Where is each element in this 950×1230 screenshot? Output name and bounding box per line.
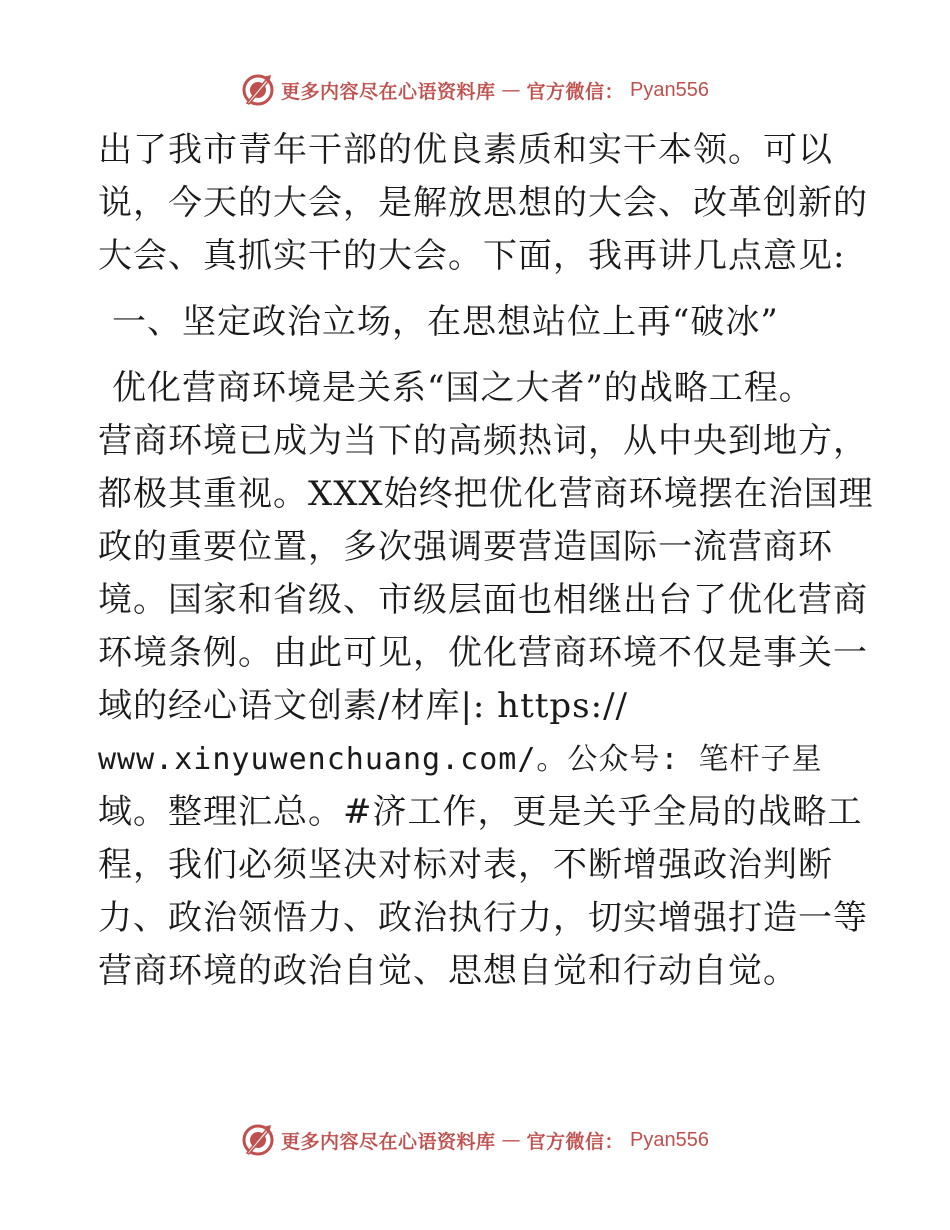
- paragraph-line: 域的经心语文创素/材库|: https://: [98, 686, 628, 726]
- header-banner: [0, 70, 950, 110]
- intro-line: 大会、真抓实干的大会。下面，我再讲几点意见:: [98, 236, 846, 276]
- footer-wechat-id: Pyan556: [630, 1128, 709, 1151]
- paragraph-line: 程，我们必须坚决对标对表，不断增强政治判断: [98, 845, 833, 885]
- intro-line: 说，今天的大会，是解放思想的大会、改革创新的: [98, 183, 868, 223]
- paragraph-line: 境。国家和省级、市级层面也相继出台了优化营商: [98, 580, 868, 620]
- paragraph-line: 营商环境已成为当下的高频热词，从中央到地方，: [98, 421, 868, 461]
- section-heading: 一、坚定政治立场，在思想站位上再“破冰”: [112, 302, 779, 342]
- quill-pen-logo-icon: [241, 73, 275, 107]
- footer-wechat-label: 官方微信：: [526, 1130, 625, 1153]
- paragraph-line: 环境条例。由此可见，优化营商环境不仅是事关一: [98, 633, 868, 673]
- paragraph-line: 营商环境的政治自觉、思想自觉和行动自觉。: [98, 951, 798, 991]
- paragraph-line: 域。整理汇总。#济工作，更是关乎全局的战略工: [98, 792, 863, 832]
- header-banner-text: 更多内容尽在心语资料库: [281, 80, 496, 103]
- header-wechat-label: 官方微信：: [526, 80, 625, 103]
- paragraph-line: 优化营商环境是关系“国之大者”的战略工程。: [112, 368, 814, 408]
- paragraph-line: 都极其重视。XXX始终把优化营商环境摆在治国理: [98, 474, 874, 514]
- footer-banner-separator: —: [501, 1129, 521, 1151]
- intro-line: 出了我市青年干部的优良素质和实干本领。可以: [98, 130, 833, 170]
- footer-banner: [0, 1120, 950, 1160]
- header-wechat-id: Pyan556: [630, 78, 709, 101]
- document-body: [98, 124, 874, 998]
- header-banner-separator: —: [501, 79, 521, 101]
- quill-pen-logo-icon: [241, 1123, 275, 1157]
- footer-banner-text: 更多内容尽在心语资料库: [281, 1130, 496, 1153]
- paragraph-line: 政的重要位置，多次强调要营造国际一流营商环: [98, 527, 833, 567]
- paragraph-line-url: www.xinyuwenchuang.com/。公众号: 笔杆子星: [98, 742, 823, 777]
- paragraph-line: 力、政治领悟力、政治执行力，切实增强打造一等: [98, 898, 868, 938]
